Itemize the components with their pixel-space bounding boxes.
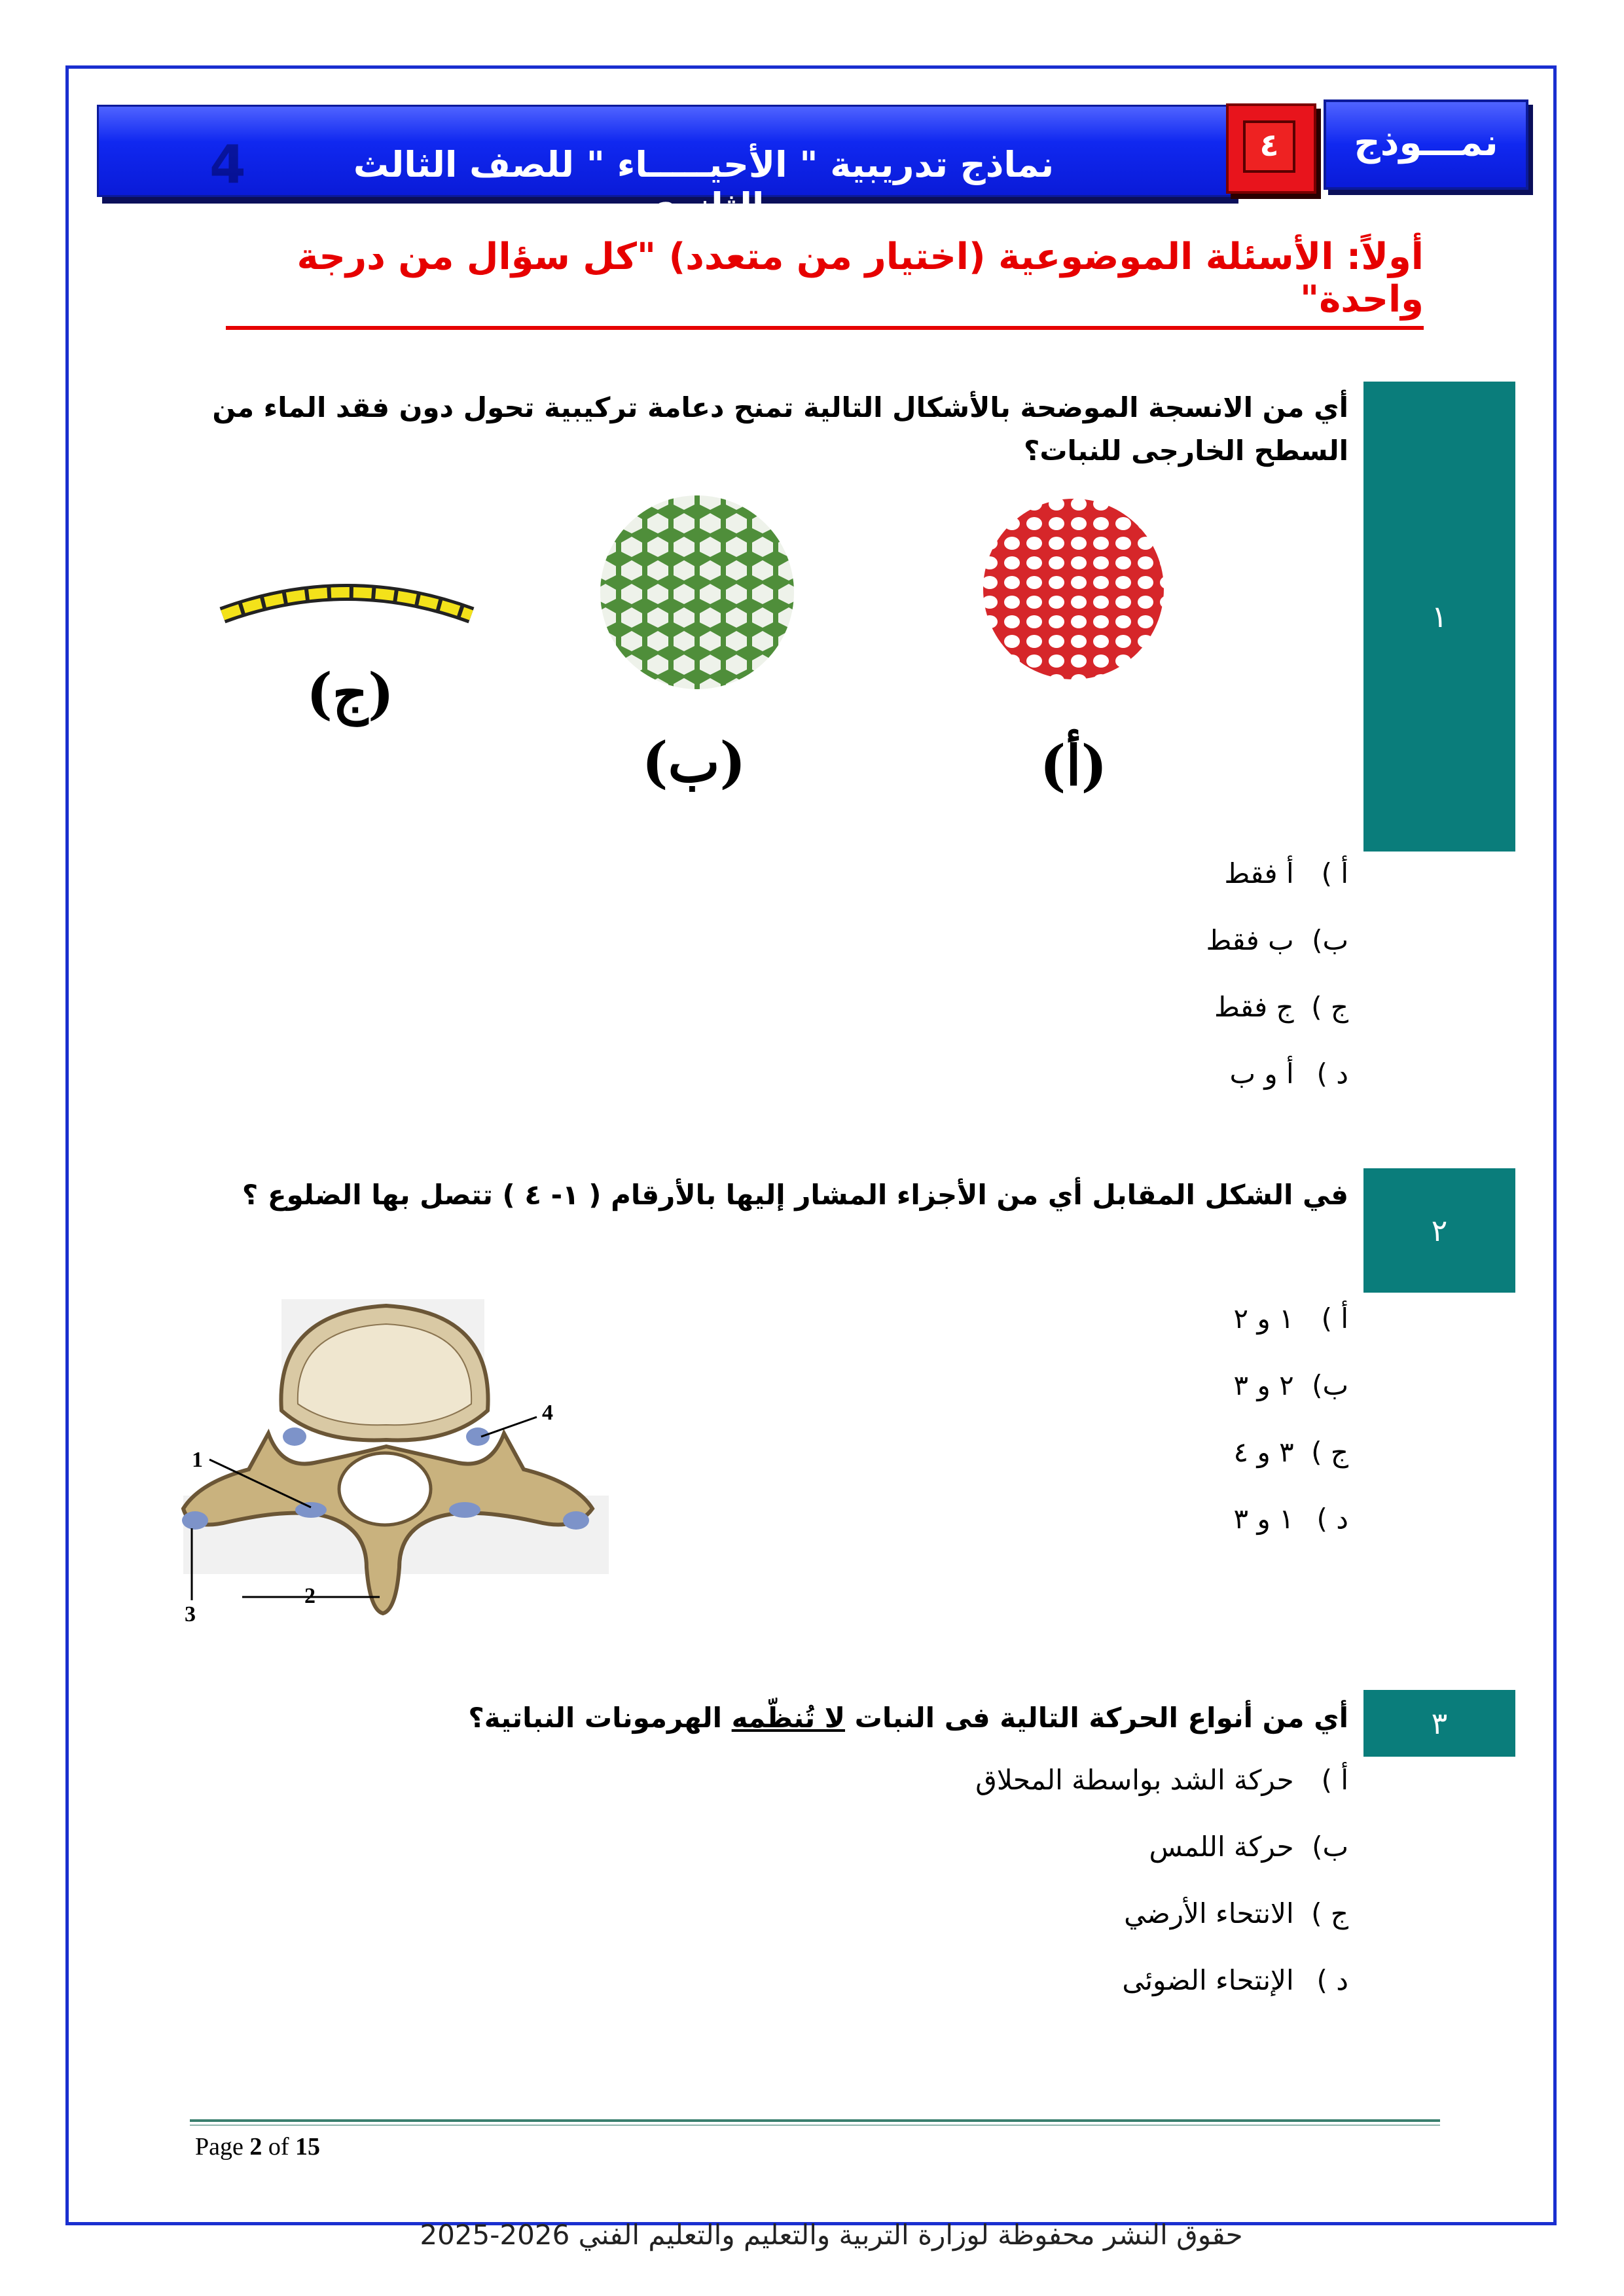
tissue-figure-b: [592, 488, 802, 697]
header-ghost-number: 4: [209, 134, 246, 195]
q3-option-d-text: الإنتحاء الضوئى: [1122, 1964, 1294, 1996]
question-text-1: أي من الانسجة الموضحة بالأشكال التالية تمنح دعامة تركيبية تحول دون فقد الماء من السطح الخارجى للنبات؟: [212, 391, 1348, 467]
q2-option-c-text: ٣ و ٤: [1233, 1436, 1294, 1468]
vertebra-label-3: 3: [185, 1602, 196, 1626]
footer-divider: [190, 2119, 1440, 2122]
vertebra-figure: [183, 1299, 609, 1640]
question-number-2: ٢: [1363, 1168, 1515, 1293]
copyright-notice: حقوق النشر محفوظة لوزارة التربية والتعليم والتعليم الفني 2026-2025: [420, 2219, 1243, 2251]
q3-option-c[interactable]: [851, 1897, 1348, 1929]
header-title: نماذج تدريبية " الأحيـــــاء " للصف الثالث الثانوى: [353, 144, 1055, 226]
q3-option-b[interactable]: [851, 1831, 1348, 1863]
q1-option-b[interactable]: [982, 924, 1348, 956]
q2-option-b-text: ٢ و ٣: [1233, 1369, 1294, 1401]
q2-option-d[interactable]: [982, 1503, 1348, 1535]
question-text-2: في الشكل المقابل أي من الأجزاء المشار إليها بالأرقام ( ١- ٤ ) تتصل بها الضلوع ؟: [242, 1179, 1348, 1211]
figure-label-a: (أ): [1039, 733, 1108, 798]
q1-option-a-text: أ فقط: [1224, 857, 1294, 889]
page-total: 15: [295, 2133, 321, 2161]
figure-label-c: (ج): [306, 661, 394, 726]
q2-option-a-text: ١ و ٢: [1233, 1302, 1294, 1335]
q3-option-b-text: حركة اللمس: [1149, 1831, 1294, 1863]
q1-option-c[interactable]: [982, 991, 1348, 1023]
q1-option-a-letter: أ ): [1321, 857, 1348, 889]
q3-option-d[interactable]: [851, 1964, 1348, 1996]
q3-option-d-letter: د ): [1316, 1964, 1348, 1996]
q3-option-a[interactable]: [851, 1764, 1348, 1796]
vertebra-label-4: 4: [542, 1401, 553, 1425]
question-text-3: [196, 1696, 1348, 1740]
q2-option-d-text: ١ و ٣: [1233, 1503, 1294, 1535]
model-number: ٤: [1243, 120, 1295, 173]
question-number-1: ١: [1363, 382, 1515, 852]
page-current: 2: [249, 2133, 262, 2161]
page-number: [195, 2132, 320, 2161]
section-title: أولاً: الأسئلة الموضوعية (اختيار من متعدد) "كل سؤال من درجة واحدة": [226, 236, 1424, 330]
q3-option-c-text: الانتحاء الأرضي: [1124, 1897, 1294, 1929]
question-text-3-part1: أي من أنواع الحركة التالية فى النبات: [845, 1702, 1348, 1734]
tissue-figure-c: [216, 569, 478, 661]
q2-option-a-letter: أ ): [1321, 1302, 1348, 1335]
footer-divider-thin: [190, 2125, 1440, 2126]
q1-option-c-letter: ج ): [1311, 991, 1348, 1023]
model-number-box: [1226, 103, 1316, 194]
vertebra-label-2: 2: [304, 1584, 316, 1608]
model-label: نمـــوذج: [1324, 99, 1528, 190]
q1-option-d-text: أ و ب: [1229, 1058, 1294, 1090]
q2-option-a[interactable]: [982, 1302, 1348, 1335]
page-of: of: [268, 2133, 289, 2161]
q1-option-c-text: ج فقط: [1214, 991, 1294, 1023]
q1-option-d[interactable]: [982, 1058, 1348, 1090]
q2-option-c-letter: ج ): [1311, 1436, 1348, 1468]
q1-option-b-text: ب فقط: [1206, 924, 1294, 956]
question-text-3-emphasis: لا تُنظّمه: [731, 1702, 846, 1734]
page-word: Page: [195, 2133, 244, 2161]
q2-option-d-letter: د ): [1316, 1503, 1348, 1535]
q2-option-b[interactable]: [982, 1369, 1348, 1401]
question-text-3-part2: الهرمونات النباتية؟: [468, 1702, 732, 1734]
tissue-figure-a: [979, 494, 1175, 691]
vertebra-label-1: 1: [192, 1448, 203, 1472]
q3-option-b-letter: ب): [1312, 1831, 1348, 1863]
q2-option-b-letter: ب): [1312, 1369, 1348, 1401]
q3-option-c-letter: ج ): [1311, 1897, 1348, 1929]
q1-option-d-letter: د ): [1316, 1058, 1348, 1090]
question-number-3: ٣: [1363, 1690, 1515, 1757]
q3-option-a-letter: أ ): [1321, 1764, 1348, 1796]
figure-label-b: (ب): [641, 730, 746, 795]
q2-option-c[interactable]: [982, 1436, 1348, 1468]
q1-option-a[interactable]: [982, 857, 1348, 889]
q3-option-a-text: حركة الشد بواسطة المحلاق: [975, 1764, 1294, 1796]
q1-option-b-letter: ب): [1312, 924, 1348, 956]
